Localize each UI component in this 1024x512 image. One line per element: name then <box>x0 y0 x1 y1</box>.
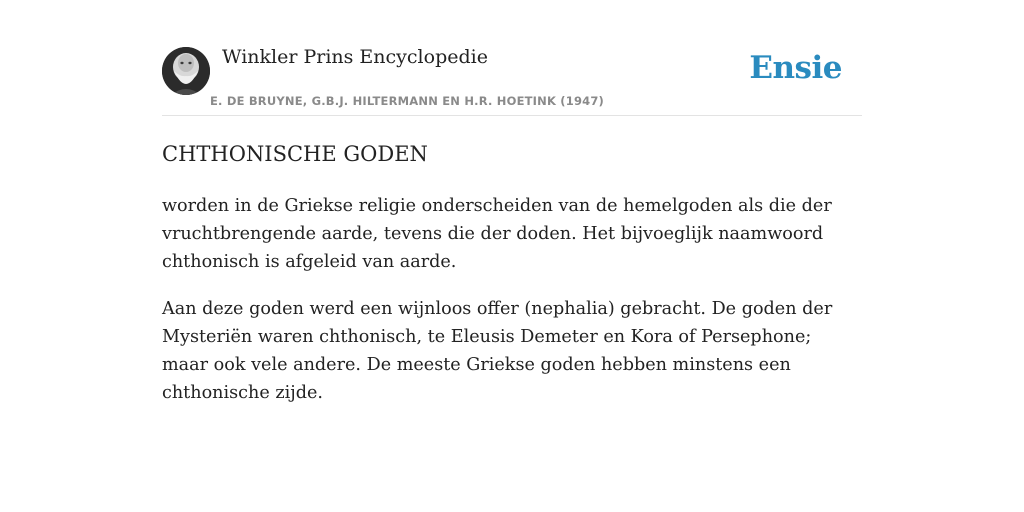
article-paragraph: worden in de Griekse religie onderscheiden van de hemelgoden als die der vruchtbrengende aarde, tevens die der doden. Het bijvoeglijk naamwoord chthonisch is afgeleid van aarde. <box>162 196 832 272</box>
ensie-logo-link[interactable]: Ensie <box>749 50 842 86</box>
encyclopedia-title[interactable]: Winkler Prins Encyclopedie <box>222 46 488 68</box>
article-title: CHTHONISCHE GODEN <box>162 142 428 166</box>
author-avatar[interactable] <box>162 47 210 95</box>
encyclopedia-authors: E. DE BRUYNE, G.B.J. HILTERMANN EN H.R. HOETINK (1947) <box>210 94 605 108</box>
bearded-man-portrait-icon <box>162 47 210 95</box>
article-paragraph: Aan deze goden werd een wijnloos offer (nephalia) gebracht. De goden der Mysteriën waren chthonisch, te Eleusis Demeter en Kora of Persephone; maar ook vele andere. De meeste Griekse goden hebben minstens een chthonische zijde. <box>162 299 833 403</box>
encyclopedia-header <box>162 40 862 116</box>
article <box>162 140 862 426</box>
